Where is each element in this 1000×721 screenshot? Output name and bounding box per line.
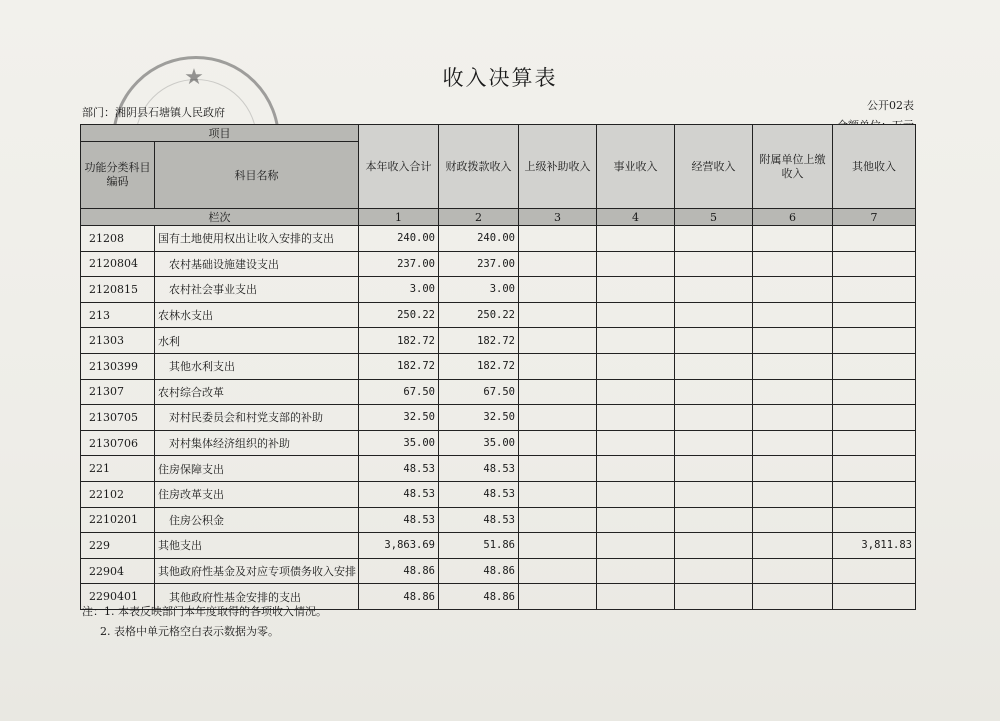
header-name: 科目名称 <box>155 142 359 209</box>
row-name: 住房保障支出 <box>155 456 359 482</box>
row-name: 国有土地使用权出让收入安排的支出 <box>155 226 359 252</box>
row-value-col-7 <box>833 430 916 456</box>
row-value-col-4 <box>597 558 675 584</box>
footnotes <box>82 602 327 642</box>
row-value-col-4 <box>597 328 675 354</box>
row-value-col-5 <box>675 328 753 354</box>
row-value-col-4 <box>597 353 675 379</box>
row-value-col-5 <box>675 584 753 610</box>
row-code: 221 <box>81 456 155 482</box>
row-value-col-6 <box>753 251 833 277</box>
row-value-col-3 <box>519 430 597 456</box>
row-value-col-2: 182.72 <box>439 353 519 379</box>
col-header-4: 事业收入 <box>597 125 675 209</box>
col-number-4: 4 <box>597 209 675 226</box>
row-value-col-2: 48.86 <box>439 584 519 610</box>
row-value-col-1: 48.53 <box>359 456 439 482</box>
row-code: 2130706 <box>81 430 155 456</box>
row-value-col-3 <box>519 558 597 584</box>
row-value-col-5 <box>675 277 753 303</box>
row-value-col-2: 67.50 <box>439 379 519 405</box>
row-value-col-5 <box>675 558 753 584</box>
table-row <box>81 302 916 328</box>
row-code: 22904 <box>81 558 155 584</box>
row-code: 2290401 <box>81 584 155 610</box>
table-row <box>81 277 916 303</box>
table-row <box>81 558 916 584</box>
table-row <box>81 507 916 533</box>
row-value-col-4 <box>597 533 675 559</box>
row-value-col-7 <box>833 302 916 328</box>
row-value-col-7 <box>833 507 916 533</box>
table-row <box>81 456 916 482</box>
row-value-col-2: 48.53 <box>439 481 519 507</box>
row-value-col-3 <box>519 379 597 405</box>
row-value-col-4 <box>597 584 675 610</box>
row-value-col-2: 48.53 <box>439 456 519 482</box>
row-value-col-2: 48.53 <box>439 507 519 533</box>
row-code: 21303 <box>81 328 155 354</box>
row-value-col-1: 182.72 <box>359 328 439 354</box>
row-code: 2120804 <box>81 251 155 277</box>
row-name: 住房公积金 <box>155 507 359 533</box>
row-value-col-5 <box>675 481 753 507</box>
table-row <box>81 353 916 379</box>
row-value-col-3 <box>519 481 597 507</box>
row-code: 2130399 <box>81 353 155 379</box>
row-value-col-3 <box>519 302 597 328</box>
row-value-col-6 <box>753 430 833 456</box>
row-value-col-7 <box>833 328 916 354</box>
row-value-col-2: 48.86 <box>439 558 519 584</box>
row-value-col-3 <box>519 584 597 610</box>
row-value-col-3 <box>519 251 597 277</box>
row-name: 对村集体经济组织的补助 <box>155 430 359 456</box>
row-value-col-2: 240.00 <box>439 226 519 252</box>
row-code: 2120815 <box>81 277 155 303</box>
row-value-col-7 <box>833 379 916 405</box>
row-value-col-1: 3,863.69 <box>359 533 439 559</box>
report-number: 公开02表 <box>867 99 914 112</box>
row-name: 住房改革支出 <box>155 481 359 507</box>
row-value-col-3 <box>519 328 597 354</box>
row-name: 农村综合改革 <box>155 379 359 405</box>
row-name: 农林水支出 <box>155 302 359 328</box>
col-header-2: 财政拨款收入 <box>439 125 519 209</box>
row-value-col-4 <box>597 277 675 303</box>
footnote-1: 注：1. 本表反映部门本年度取得的各项收入情况。 <box>82 605 327 618</box>
row-name: 其他政府性基金及对应专项债务收入安排 <box>155 558 359 584</box>
row-value-col-7 <box>833 481 916 507</box>
row-value-col-1: 48.53 <box>359 481 439 507</box>
col-header-7: 其他收入 <box>833 125 916 209</box>
table-row <box>81 533 916 559</box>
col-number-1: 1 <box>359 209 439 226</box>
row-value-col-1: 48.53 <box>359 507 439 533</box>
row-value-col-7 <box>833 456 916 482</box>
row-code: 2210201 <box>81 507 155 533</box>
row-name: 农村社会事业支出 <box>155 277 359 303</box>
row-value-col-6 <box>753 379 833 405</box>
row-value-col-6 <box>753 533 833 559</box>
row-value-col-6 <box>753 456 833 482</box>
row-value-col-7 <box>833 353 916 379</box>
row-value-col-1: 48.86 <box>359 584 439 610</box>
row-value-col-3 <box>519 507 597 533</box>
row-value-col-7 <box>833 584 916 610</box>
col-number-6: 6 <box>753 209 833 226</box>
row-value-col-4 <box>597 379 675 405</box>
row-value-col-1: 237.00 <box>359 251 439 277</box>
row-value-col-1: 3.00 <box>359 277 439 303</box>
row-value-col-4 <box>597 456 675 482</box>
row-code: 22102 <box>81 481 155 507</box>
row-name: 其他政府性基金安排的支出 <box>155 584 359 610</box>
row-value-col-4 <box>597 481 675 507</box>
row-value-col-1: 250.22 <box>359 302 439 328</box>
col-number-3: 3 <box>519 209 597 226</box>
header-rowlabel: 栏次 <box>81 209 359 226</box>
row-value-col-3 <box>519 353 597 379</box>
row-value-col-4 <box>597 405 675 431</box>
row-value-col-6 <box>753 226 833 252</box>
table-row <box>81 405 916 431</box>
row-value-col-4 <box>597 302 675 328</box>
table-row <box>81 226 916 252</box>
row-value-col-3 <box>519 226 597 252</box>
row-value-col-2: 51.86 <box>439 533 519 559</box>
row-value-col-6 <box>753 353 833 379</box>
row-value-col-5 <box>675 251 753 277</box>
row-value-col-2: 35.00 <box>439 430 519 456</box>
col-header-5: 经营收入 <box>675 125 753 209</box>
page-title: 收入决算表 <box>442 66 558 90</box>
table-row <box>81 379 916 405</box>
col-header-1: 本年收入合计 <box>359 125 439 209</box>
row-value-col-4 <box>597 251 675 277</box>
col-header-3: 上级补助收入 <box>519 125 597 209</box>
row-value-col-7 <box>833 251 916 277</box>
row-value-col-2: 250.22 <box>439 302 519 328</box>
row-value-col-6 <box>753 481 833 507</box>
col-number-5: 5 <box>675 209 753 226</box>
row-value-col-6 <box>753 405 833 431</box>
footnote-2: 2. 表格中单元格空白表示数据为零。 <box>100 625 279 638</box>
row-value-col-7 <box>833 226 916 252</box>
row-value-col-5 <box>675 430 753 456</box>
row-value-col-4 <box>597 507 675 533</box>
row-value-col-6 <box>753 277 833 303</box>
table-row <box>81 328 916 354</box>
row-value-col-6 <box>753 328 833 354</box>
row-value-col-3 <box>519 533 597 559</box>
row-code: 2130705 <box>81 405 155 431</box>
row-value-col-4 <box>597 430 675 456</box>
row-value-col-4 <box>597 226 675 252</box>
row-code: 21307 <box>81 379 155 405</box>
row-value-col-3 <box>519 456 597 482</box>
row-value-col-1: 32.50 <box>359 405 439 431</box>
row-name: 农村基础设施建设支出 <box>155 251 359 277</box>
row-value-col-5 <box>675 379 753 405</box>
row-value-col-7 <box>833 558 916 584</box>
row-value-col-5 <box>675 302 753 328</box>
row-value-col-5 <box>675 405 753 431</box>
row-value-col-7 <box>833 405 916 431</box>
row-name: 水利 <box>155 328 359 354</box>
row-name: 其他水利支出 <box>155 353 359 379</box>
row-value-col-1: 67.50 <box>359 379 439 405</box>
header-item: 项目 <box>81 125 359 142</box>
row-value-col-2: 237.00 <box>439 251 519 277</box>
row-value-col-5 <box>675 226 753 252</box>
row-value-col-6 <box>753 507 833 533</box>
row-value-col-1: 240.00 <box>359 226 439 252</box>
table-row <box>81 251 916 277</box>
row-value-col-5 <box>675 533 753 559</box>
income-table <box>80 124 916 610</box>
row-value-col-6 <box>753 584 833 610</box>
row-name: 对村民委员会和村党支部的补助 <box>155 405 359 431</box>
row-code: 213 <box>81 302 155 328</box>
row-value-col-7 <box>833 277 916 303</box>
table-row <box>81 430 916 456</box>
table-row <box>81 481 916 507</box>
row-value-col-1: 182.72 <box>359 353 439 379</box>
col-number-2: 2 <box>439 209 519 226</box>
seal-text: ★ <box>184 65 208 90</box>
col-header-6: 附属单位上缴收入 <box>753 125 833 209</box>
row-code: 21208 <box>81 226 155 252</box>
row-value-col-3 <box>519 405 597 431</box>
row-value-col-2: 32.50 <box>439 405 519 431</box>
row-value-col-2: 182.72 <box>439 328 519 354</box>
row-value-col-6 <box>753 302 833 328</box>
row-value-col-5 <box>675 456 753 482</box>
row-value-col-3 <box>519 277 597 303</box>
row-value-col-6 <box>753 558 833 584</box>
row-value-col-5 <box>675 353 753 379</box>
row-value-col-1: 35.00 <box>359 430 439 456</box>
row-value-col-1: 48.86 <box>359 558 439 584</box>
row-code: 229 <box>81 533 155 559</box>
row-value-col-5 <box>675 507 753 533</box>
department-label: 部门：湘阴县石塘镇人民政府 <box>82 106 225 119</box>
row-value-col-7: 3,811.83 <box>833 533 916 559</box>
col-number-7: 7 <box>833 209 916 226</box>
row-value-col-2: 3.00 <box>439 277 519 303</box>
row-name: 其他支出 <box>155 533 359 559</box>
header-code: 功能分类科目编码 <box>81 142 155 209</box>
